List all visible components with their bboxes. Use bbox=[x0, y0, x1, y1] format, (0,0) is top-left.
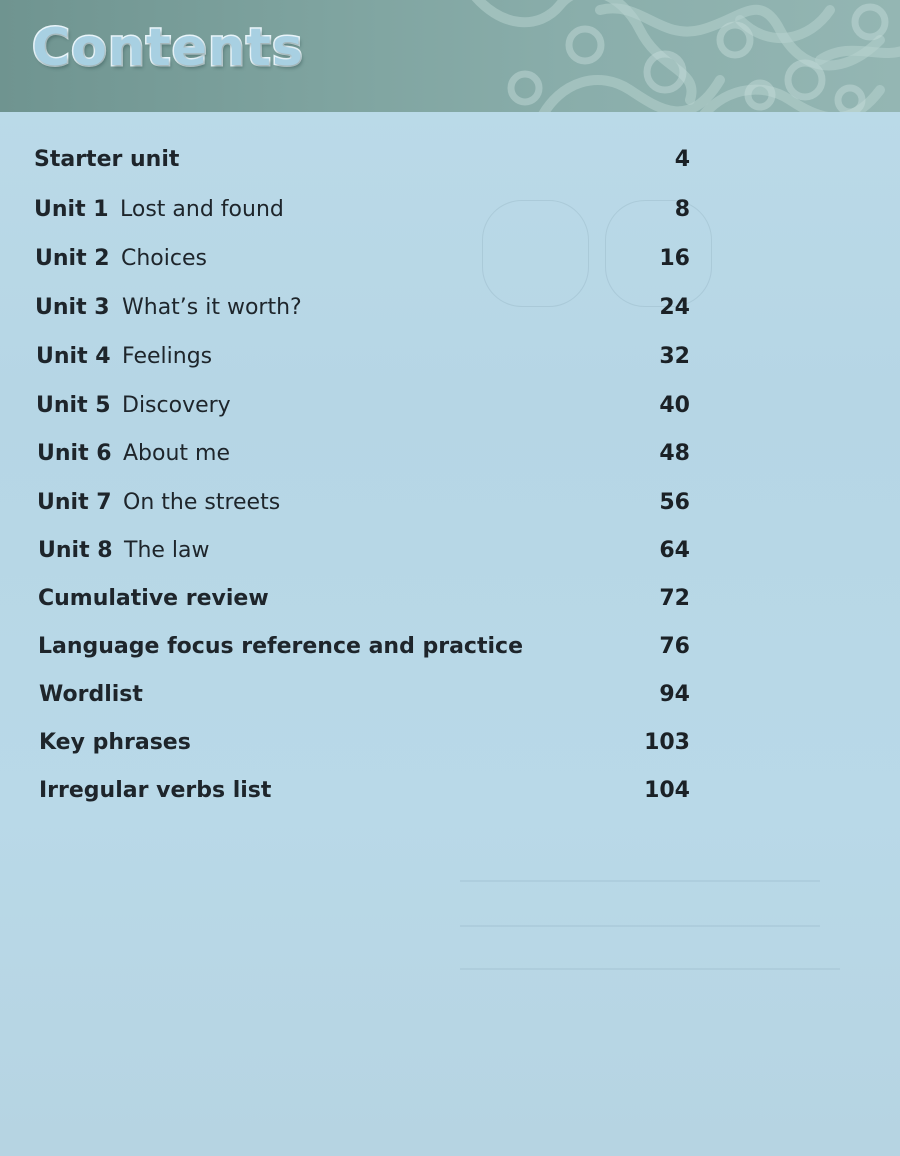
entry-unit-number: Unit 8 bbox=[38, 538, 113, 563]
entry-page-number: 40 bbox=[659, 393, 690, 418]
entry-title: About me bbox=[123, 441, 231, 466]
entry-unit-number: Unit 4 bbox=[36, 344, 111, 369]
entry-page-number: 24 bbox=[659, 295, 690, 320]
toc-entry-unit-1[interactable] bbox=[0, 190, 900, 230]
toc-entry-unit-4[interactable] bbox=[0, 337, 900, 377]
entry-title: Key phrases bbox=[39, 730, 191, 755]
entry-unit-number: Unit 2 bbox=[35, 246, 110, 271]
entry-unit-number: Unit 1 bbox=[34, 197, 109, 222]
entry-page-number: 72 bbox=[659, 586, 690, 611]
entry-title: The law bbox=[124, 538, 210, 563]
entry-unit-number: Unit 5 bbox=[36, 393, 111, 418]
toc-entry-unit-3[interactable] bbox=[0, 288, 900, 328]
toc-entry-unit-6[interactable] bbox=[0, 434, 900, 474]
toc-entry-unit-8[interactable] bbox=[0, 531, 900, 571]
entry-page-number: 4 bbox=[674, 147, 690, 172]
entry-title: Language focus reference and practice bbox=[38, 634, 523, 659]
toc-entry-key-phrases[interactable] bbox=[0, 723, 900, 763]
entry-unit-number: Unit 7 bbox=[37, 490, 112, 515]
entry-unit-number: Unit 3 bbox=[35, 295, 110, 320]
toc-entry-language-focus[interactable] bbox=[0, 627, 900, 667]
entry-page-number: 104 bbox=[644, 778, 690, 803]
toc-entry-unit-2[interactable] bbox=[0, 239, 900, 279]
entry-title: Lost and found bbox=[120, 197, 284, 222]
toc-entry-unit-5[interactable] bbox=[0, 386, 900, 426]
entry-title: Irregular verbs list bbox=[39, 778, 272, 803]
entry-title: Discovery bbox=[122, 393, 231, 418]
entry-title: Cumulative review bbox=[38, 586, 269, 611]
toc-entry-starter-unit[interactable] bbox=[0, 140, 900, 180]
entry-title: What’s it worth? bbox=[122, 295, 302, 320]
toc-entry-unit-7[interactable] bbox=[0, 483, 900, 523]
toc-entry-cumulative-review[interactable] bbox=[0, 579, 900, 619]
entry-page-number: 56 bbox=[659, 490, 690, 515]
entry-title: Choices bbox=[121, 246, 207, 271]
entry-page-number: 94 bbox=[659, 682, 690, 707]
toc-entry-irregular-verbs[interactable] bbox=[0, 771, 900, 811]
page-title: Contents bbox=[32, 18, 304, 78]
entry-title: Wordlist bbox=[39, 682, 143, 707]
entry-page-number: 8 bbox=[674, 197, 690, 222]
entry-unit-number: Unit 6 bbox=[37, 441, 112, 466]
entry-title: On the streets bbox=[123, 490, 281, 515]
entry-page-number: 48 bbox=[659, 441, 690, 466]
entry-page-number: 16 bbox=[659, 246, 690, 271]
entry-title: Starter unit bbox=[34, 147, 180, 172]
entry-page-number: 103 bbox=[644, 730, 690, 755]
entry-page-number: 64 bbox=[659, 538, 690, 563]
entry-page-number: 76 bbox=[659, 634, 690, 659]
toc-entry-wordlist[interactable] bbox=[0, 675, 900, 715]
entry-page-number: 32 bbox=[659, 344, 690, 369]
entry-title: Feelings bbox=[122, 344, 213, 369]
